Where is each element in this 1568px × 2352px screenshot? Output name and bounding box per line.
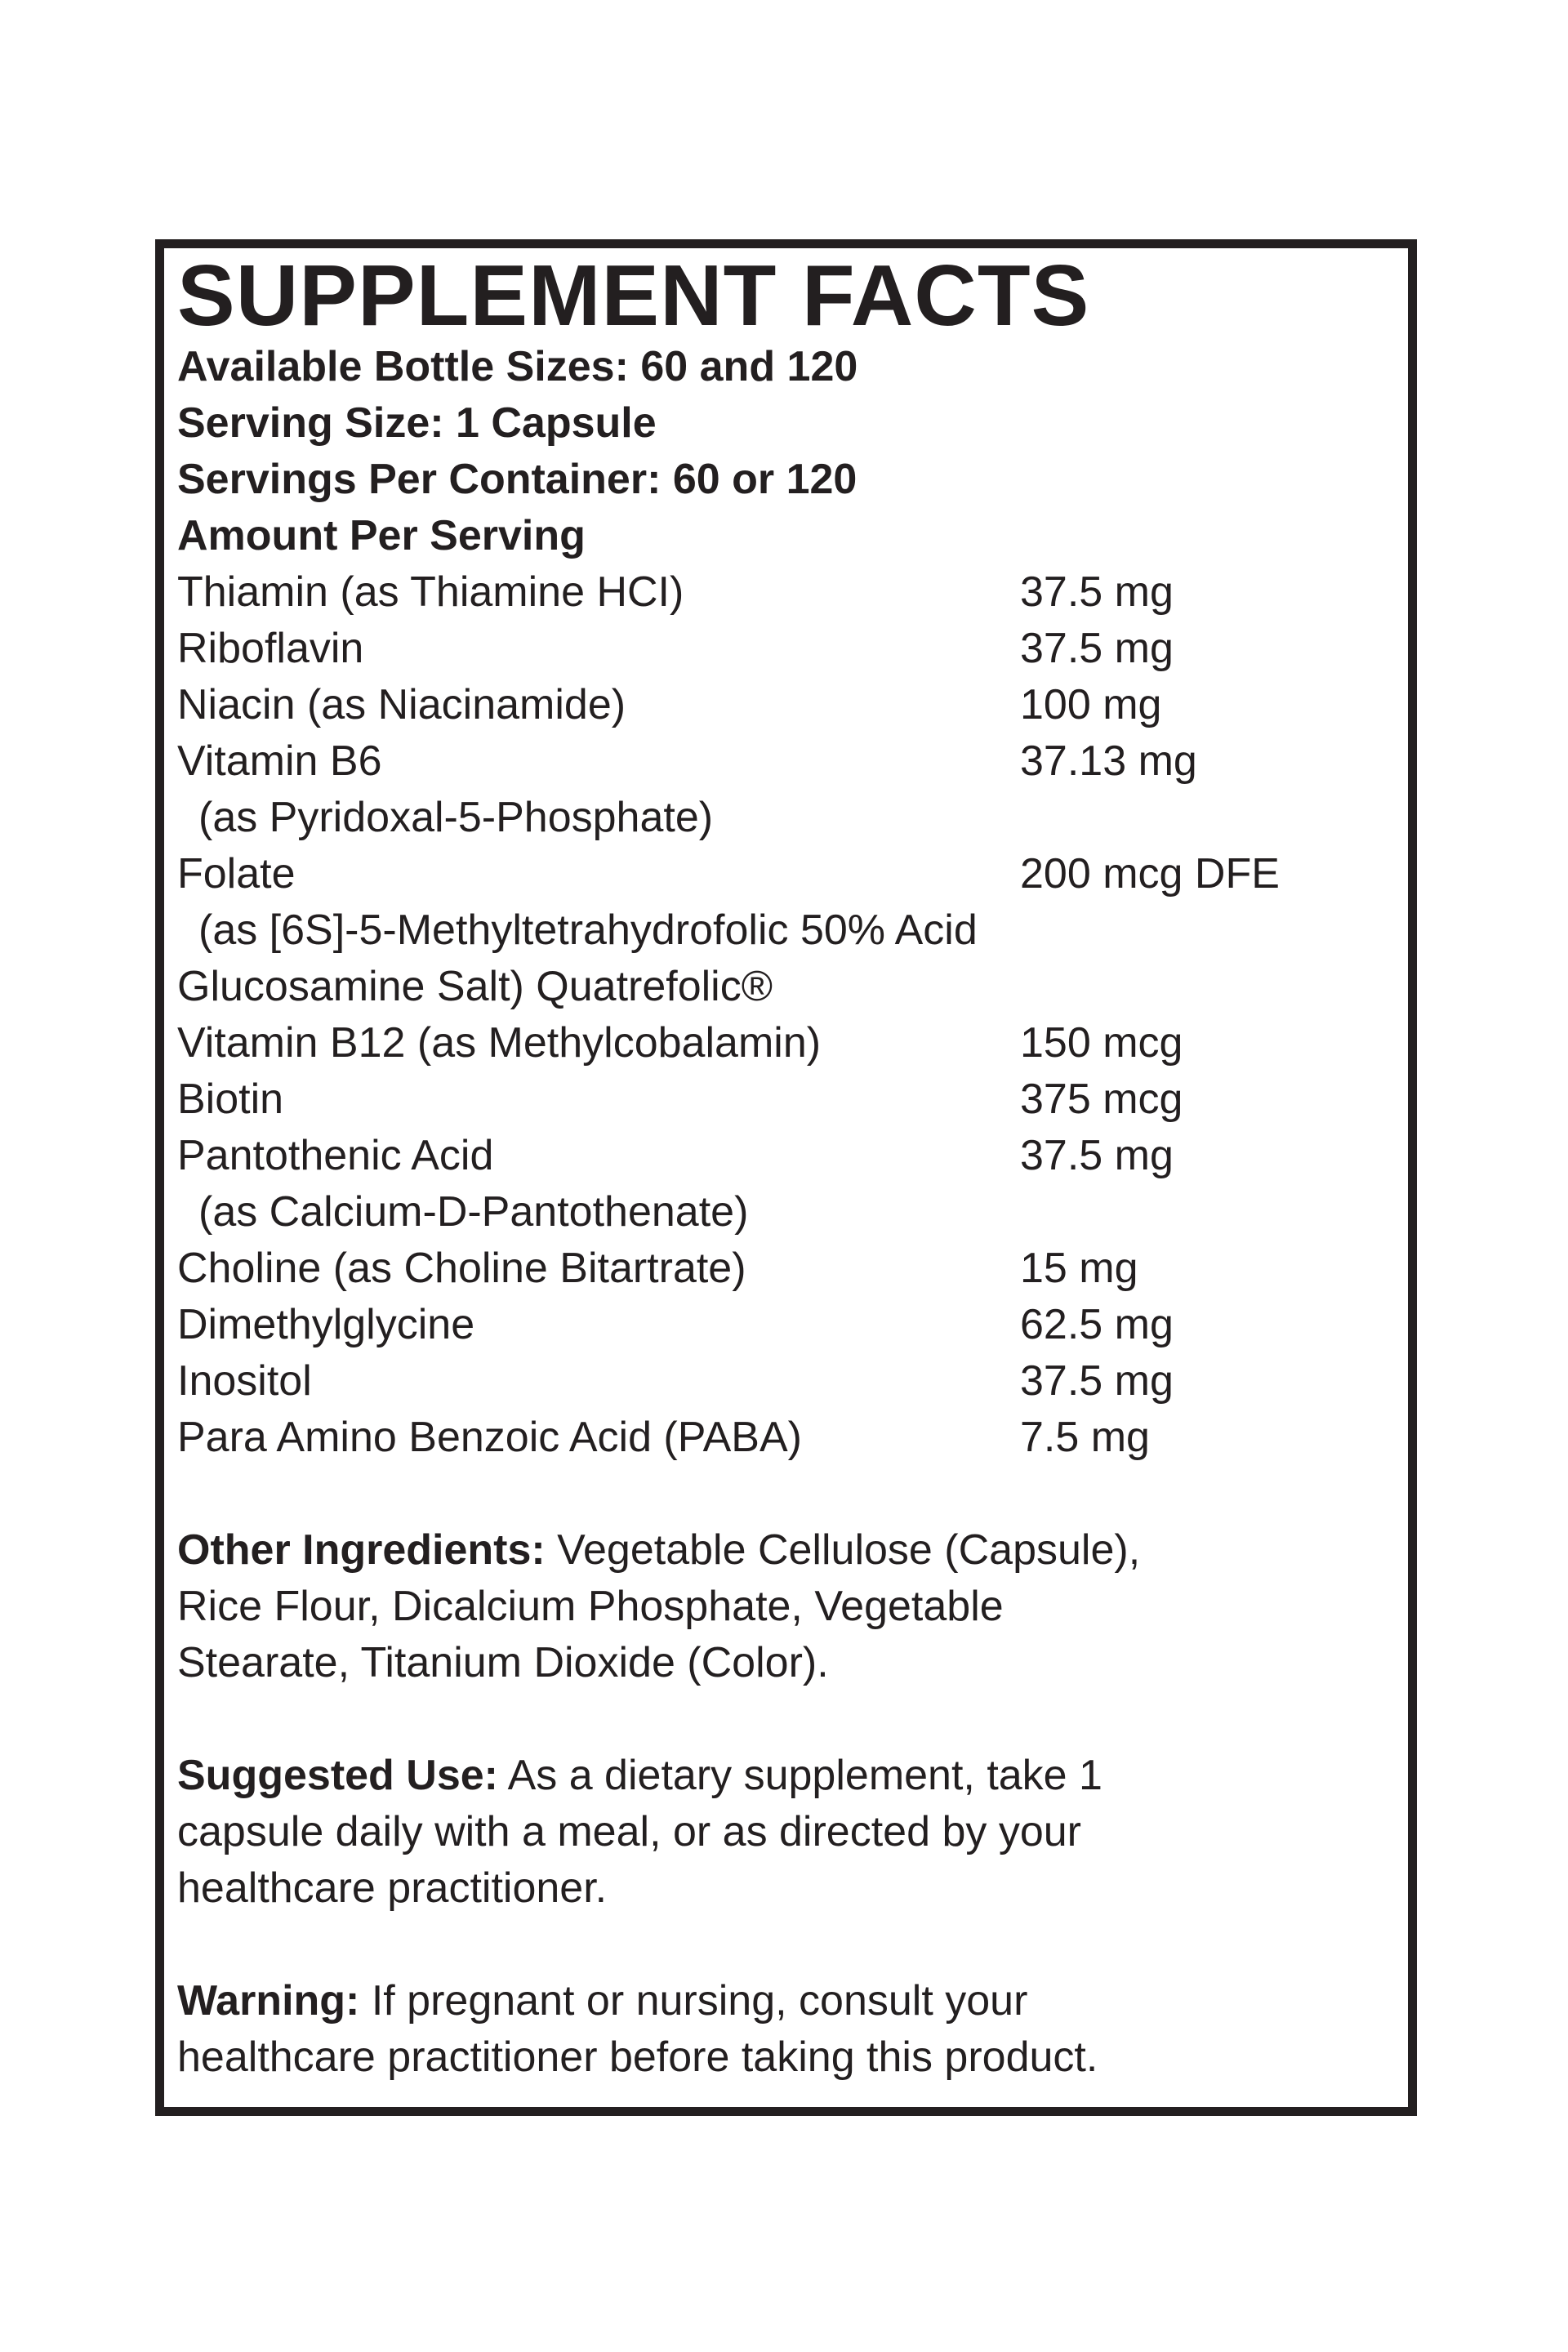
nutrient-name: Riboflavin xyxy=(177,625,364,672)
nutrient-source-continued: Glucosamine Salt) Quatrefolic® xyxy=(177,963,773,1010)
nutrient-name: Vitamin B6 xyxy=(177,737,382,785)
servings-per-container: Servings Per Container: 60 or 120 xyxy=(177,456,858,503)
serving-size: Serving Size: 1 Capsule xyxy=(177,399,657,447)
warning-line xyxy=(177,1973,1386,2029)
nutrient-amount: 37.5 mg xyxy=(1020,1357,1174,1405)
warning-line xyxy=(177,2029,1386,2086)
other-ingredients-text: Stearate, Titanium Dioxide (Color). xyxy=(177,1639,829,1686)
suggested-use-line xyxy=(177,1860,1386,1917)
suggested-use-text: healthcare practitioner. xyxy=(177,1864,608,1912)
nutrient-row xyxy=(177,1297,1386,1353)
other-ingredients-line xyxy=(177,1635,1386,1691)
nutrient-name: Niacin (as Niacinamide) xyxy=(177,681,626,728)
nutrient-name: Para Amino Benzoic Acid (PABA) xyxy=(177,1414,802,1461)
nutrient-amount: 37.13 mg xyxy=(1020,737,1197,785)
nutrient-row xyxy=(177,1015,1386,1071)
nutrient-amount: 200 mcg DFE xyxy=(1020,850,1280,898)
warning-label: Warning: xyxy=(177,1977,360,2025)
nutrient-source: (as Pyridoxal-5-Phosphate) xyxy=(198,794,714,841)
other-ingredients-label: Other Ingredients: xyxy=(177,1526,546,1574)
nutrient-name: Choline (as Choline Bitartrate) xyxy=(177,1245,746,1292)
suggested-use-line xyxy=(177,1748,1386,1804)
other-ingredients xyxy=(177,1522,1386,1691)
nutrient-amount: 375 mcg xyxy=(1020,1076,1183,1123)
supplement-facts-content xyxy=(177,247,1386,2086)
other-ingredients-line xyxy=(177,1522,1386,1579)
nutrient-row xyxy=(177,564,1386,621)
nutrient-source: (as [6S]-5-Methyltetrahydrofolic 50% Acid xyxy=(198,906,978,954)
nutrient-amount: 37.5 mg xyxy=(1020,1132,1174,1179)
nutrient-row xyxy=(177,677,1386,733)
nutrient-amount: 37.5 mg xyxy=(1020,625,1174,672)
suggested-use-text: As a dietary supplement, take 1 xyxy=(497,1752,1102,1799)
suggested-use-label: Suggested Use: xyxy=(177,1752,498,1799)
other-ingredients-line xyxy=(177,1579,1386,1635)
warning-text: healthcare practitioner before taking this product. xyxy=(177,2034,1098,2081)
panel-title: SUPPLEMENT FACTS xyxy=(177,247,1090,344)
nutrient-amount: 7.5 mg xyxy=(1020,1414,1150,1461)
nutrient-amount: 15 mg xyxy=(1020,1245,1138,1292)
nutrient-name: Thiamin (as Thiamine HCI) xyxy=(177,568,684,616)
warning xyxy=(177,1973,1386,2086)
nutrient-name: Pantothenic Acid xyxy=(177,1132,494,1179)
nutrient-amount: 100 mg xyxy=(1020,681,1162,728)
nutrient-name: Inositol xyxy=(177,1357,312,1405)
suggested-use-text: capsule daily with a meal, or as directed by your xyxy=(177,1808,1081,1855)
nutrient-row xyxy=(177,1353,1386,1410)
other-ingredients-text: Rice Flour, Dicalcium Phosphate, Vegetable xyxy=(177,1583,1004,1630)
nutrient-name: Biotin xyxy=(177,1076,284,1123)
nutrient-row xyxy=(177,1071,1386,1128)
nutrient-amount: 62.5 mg xyxy=(1020,1301,1174,1348)
nutrient-row xyxy=(177,621,1386,677)
bottle-sizes: Available Bottle Sizes: 60 and 120 xyxy=(177,343,858,390)
nutrient-row xyxy=(177,846,1386,902)
nutrient-row xyxy=(177,733,1386,790)
other-ingredients-text: Vegetable Cellulose (Capsule), xyxy=(545,1526,1141,1574)
nutrient-list xyxy=(177,564,1386,1466)
nutrient-name: Dimethylglycine xyxy=(177,1301,475,1348)
suggested-use xyxy=(177,1748,1386,1917)
suggested-use-line xyxy=(177,1804,1386,1860)
nutrient-name: Vitamin B12 (as Methylcobalamin) xyxy=(177,1019,822,1067)
nutrient-row xyxy=(177,1410,1386,1466)
nutrient-row xyxy=(177,1241,1386,1297)
nutrient-name: Folate xyxy=(177,850,296,898)
nutrient-row xyxy=(177,1128,1386,1184)
warning-text: If pregnant or nursing, consult your xyxy=(359,1977,1028,2025)
nutrient-source: (as Calcium-D-Pantothenate) xyxy=(198,1188,749,1236)
amount-per-serving-heading: Amount Per Serving xyxy=(177,512,586,559)
nutrient-amount: 37.5 mg xyxy=(1020,568,1174,616)
nutrient-amount: 150 mcg xyxy=(1020,1019,1183,1067)
